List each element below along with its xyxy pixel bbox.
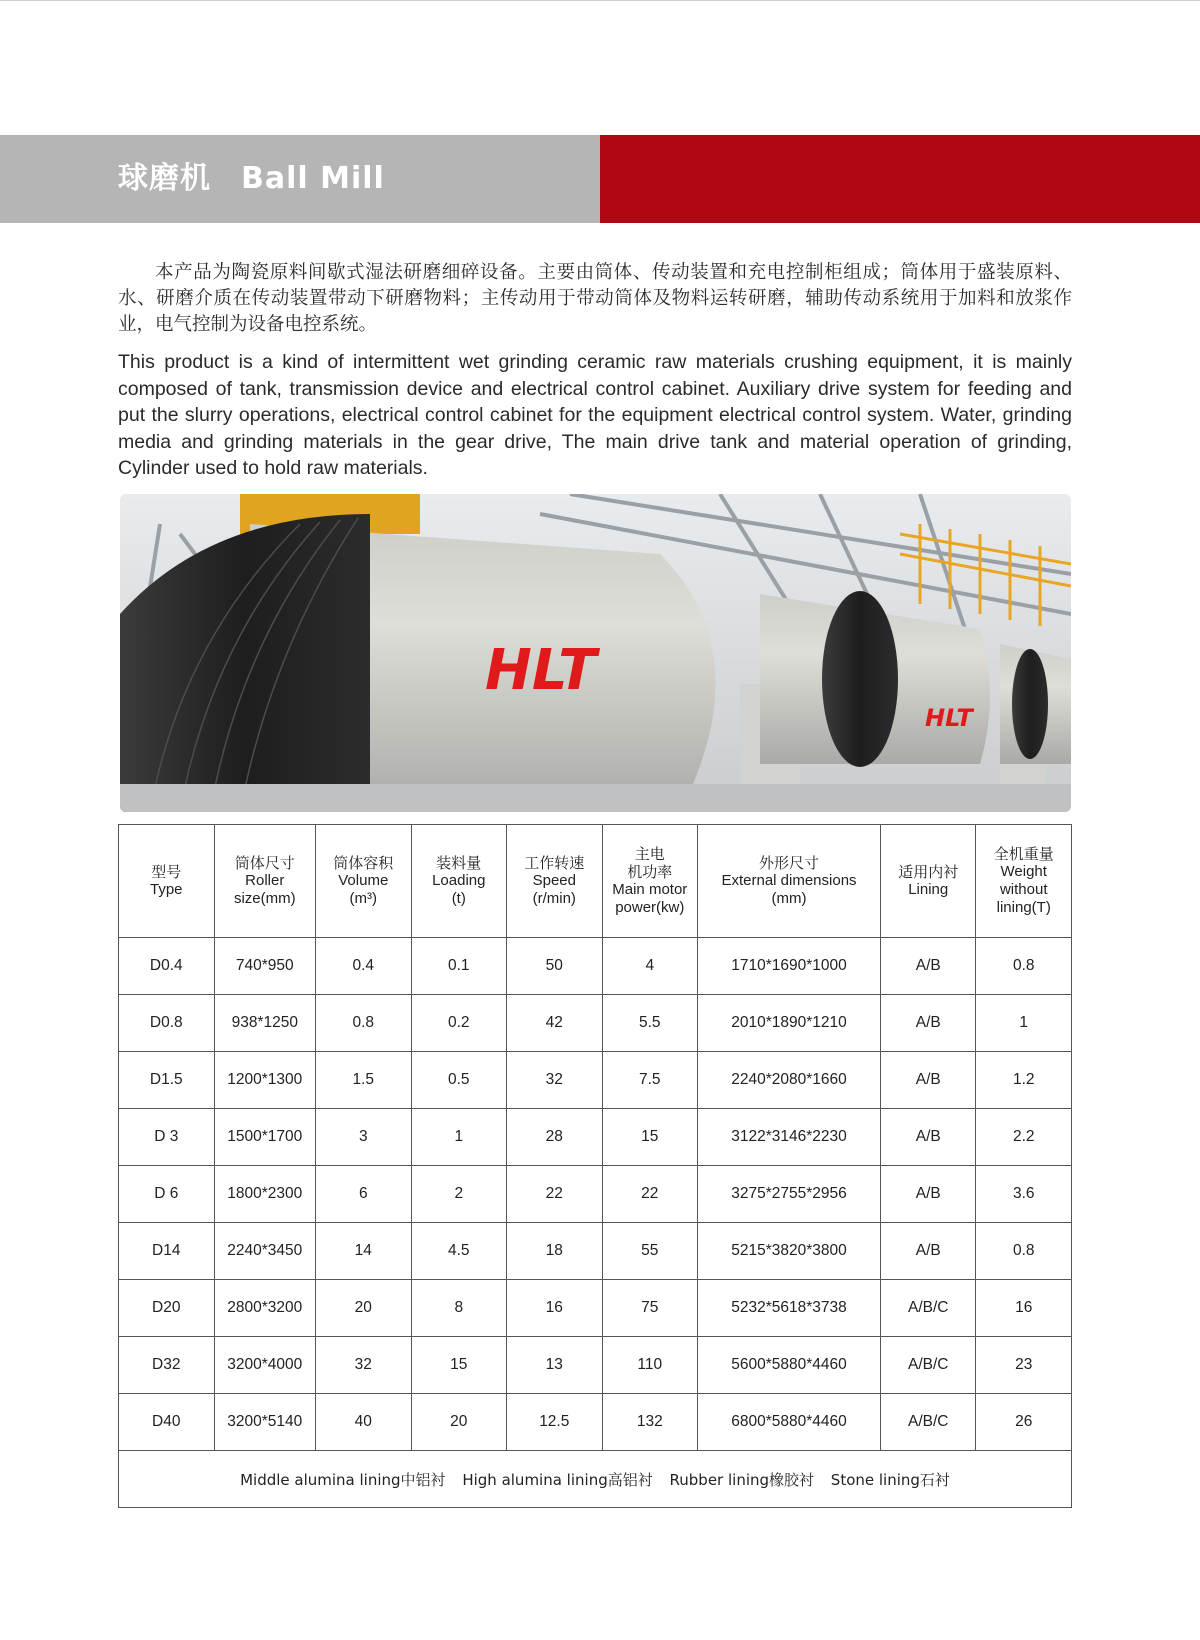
table-row — [119, 938, 1072, 995]
table-row — [119, 1337, 1072, 1394]
lining-legend-b: High alumina lining高铝衬 — [462, 1470, 653, 1489]
cell-type: D1.5 — [119, 1052, 215, 1109]
table-body — [119, 938, 1072, 1451]
cell-roller-size: 740*950 — [214, 938, 316, 995]
cell-weight: 26 — [976, 1394, 1072, 1451]
cell-volume: 6 — [316, 1166, 412, 1223]
header-volume: 筒体容积 Volume (m³) — [316, 825, 412, 938]
cell-volume: 20 — [316, 1280, 412, 1337]
header-lining: 适用内衬 Lining — [880, 825, 976, 938]
cell-motor-power: 22 — [602, 1166, 698, 1223]
cell-lining: A/B/C — [880, 1337, 976, 1394]
cell-loading: 0.2 — [411, 995, 507, 1052]
intro-chinese: 本产品为陶瓷原料间歇式湿法研磨细碎设备。主要由筒体、传动装置和充电控制柜组成；筒体用于盛装原料、水、研磨介质在传动装置带动下研磨物料；主传动用于带动筒体及物料运转研磨，辅助传动系统用于加料和放浆作业，电气控制为设备电控系统。 — [118, 262, 1072, 335]
cell-roller-size: 3200*5140 — [214, 1394, 316, 1451]
page-title-en: Ball Mill — [241, 161, 385, 196]
cell-motor-power: 75 — [602, 1280, 698, 1337]
cell-speed: 28 — [507, 1109, 603, 1166]
cell-speed: 22 — [507, 1166, 603, 1223]
cell-weight: 0.8 — [976, 1223, 1072, 1280]
cell-motor-power: 132 — [602, 1394, 698, 1451]
cell-roller-size: 3200*4000 — [214, 1337, 316, 1394]
cell-motor-power: 5.5 — [602, 995, 698, 1052]
cell-roller-size: 1500*1700 — [214, 1109, 316, 1166]
cell-speed: 42 — [507, 995, 603, 1052]
lining-legend-a: Middle alumina lining中铝衬 — [240, 1470, 446, 1489]
cell-motor-power: 55 — [602, 1223, 698, 1280]
lining-legend-c: Rubber lining橡胶衬 — [669, 1470, 815, 1489]
cell-lining: A/B — [880, 938, 976, 995]
cell-type: D14 — [119, 1223, 215, 1280]
lining-legend-d: Stone lining石衬 — [830, 1470, 950, 1489]
cell-motor-power: 4 — [602, 938, 698, 995]
cell-type: D20 — [119, 1280, 215, 1337]
cell-speed: 18 — [507, 1223, 603, 1280]
cell-speed: 13 — [507, 1337, 603, 1394]
table-row — [119, 1280, 1072, 1337]
cell-loading: 4.5 — [411, 1223, 507, 1280]
cell-weight: 1 — [976, 995, 1072, 1052]
cell-loading: 0.1 — [411, 938, 507, 995]
cell-lining: A/B — [880, 995, 976, 1052]
cell-speed: 32 — [507, 1052, 603, 1109]
cell-lining: A/B/C — [880, 1394, 976, 1451]
cell-roller-size: 1800*2300 — [214, 1166, 316, 1223]
cell-type: D0.8 — [119, 995, 215, 1052]
cell-weight: 23 — [976, 1337, 1072, 1394]
cell-volume: 1.5 — [316, 1052, 412, 1109]
cell-external-dimensions: 2010*1890*1210 — [698, 995, 881, 1052]
cell-volume: 40 — [316, 1394, 412, 1451]
cell-external-dimensions: 2240*2080*1660 — [698, 1052, 881, 1109]
cell-type: D32 — [119, 1337, 215, 1394]
cell-roller-size: 2240*3450 — [214, 1223, 316, 1280]
cell-loading: 8 — [411, 1280, 507, 1337]
intro-english: This product is a kind of intermittent wet grinding ceramic raw materials crushing equipment, it is mainly composed of tank, transmission device and electrical control cabinet. Auxiliary drive system for feeding and put the slurry operations, electrical control cabinet for the equipment electrical control system. Water, grinding media and grinding materials in the gear drive, The main drive tank and material operation of grinding, Cylinder used to hold raw materials. — [118, 351, 1072, 479]
cell-roller-size: 2800*3200 — [214, 1280, 316, 1337]
cell-external-dimensions: 5232*5618*3738 — [698, 1280, 881, 1337]
cell-type: D 3 — [119, 1109, 215, 1166]
cell-external-dimensions: 6800*5880*4460 — [698, 1394, 881, 1451]
cell-weight: 1.2 — [976, 1052, 1072, 1109]
table-row — [119, 1394, 1072, 1451]
cell-volume: 0.8 — [316, 995, 412, 1052]
lining-legend-row — [119, 1451, 1072, 1508]
cell-weight: 3.6 — [976, 1166, 1072, 1223]
cell-type: D40 — [119, 1394, 215, 1451]
header-motor-power: 主电 机功率 Main motor power(kw) — [602, 825, 698, 938]
ball-mill-illustration — [120, 494, 1071, 812]
table-row — [119, 1109, 1072, 1166]
cell-loading: 15 — [411, 1337, 507, 1394]
cell-lining: A/B — [880, 1052, 976, 1109]
cell-external-dimensions: 3275*2755*2956 — [698, 1166, 881, 1223]
specification-table — [118, 824, 1072, 1508]
cell-loading: 0.5 — [411, 1052, 507, 1109]
cell-motor-power: 7.5 — [602, 1052, 698, 1109]
cell-roller-size: 938*1250 — [214, 995, 316, 1052]
header-roller-size: 筒体尺寸 Roller size(mm) — [214, 825, 316, 938]
cell-lining: A/B — [880, 1166, 976, 1223]
cell-weight: 2.2 — [976, 1109, 1072, 1166]
ball-mill-photo — [120, 494, 1071, 812]
header-type: 型号 Type — [119, 825, 215, 938]
header-weight: 全机重量 Weight without lining(T) — [976, 825, 1072, 938]
cell-roller-size: 1200*1300 — [214, 1052, 316, 1109]
banner-red-block — [600, 135, 1200, 223]
cell-speed: 12.5 — [507, 1394, 603, 1451]
cell-volume: 0.4 — [316, 938, 412, 995]
cell-lining: A/B/C — [880, 1280, 976, 1337]
cell-lining: A/B — [880, 1109, 976, 1166]
page-title — [118, 135, 385, 223]
cell-volume: 14 — [316, 1223, 412, 1280]
table-row — [119, 1166, 1072, 1223]
table-row — [119, 1052, 1072, 1109]
top-rule — [0, 0, 1200, 1]
cell-weight: 16 — [976, 1280, 1072, 1337]
floor — [120, 784, 1071, 812]
title-banner — [0, 135, 1200, 223]
cell-loading: 1 — [411, 1109, 507, 1166]
cell-type: D0.4 — [119, 938, 215, 995]
header-speed: 工作转速 Speed (r/min) — [507, 825, 603, 938]
main-mill — [120, 514, 716, 812]
header-loading: 装料量 Loading (t) — [411, 825, 507, 938]
cell-motor-power: 110 — [602, 1337, 698, 1394]
cell-loading: 20 — [411, 1394, 507, 1451]
cell-external-dimensions: 5600*5880*4460 — [698, 1337, 881, 1394]
cell-external-dimensions: 5215*3820*3800 — [698, 1223, 881, 1280]
cell-speed: 16 — [507, 1280, 603, 1337]
lining-legend — [119, 1451, 1072, 1508]
cell-type: D 6 — [119, 1166, 215, 1223]
table-row — [119, 995, 1072, 1052]
cell-loading: 2 — [411, 1166, 507, 1223]
main-mill-logo: HLT — [485, 638, 597, 703]
cell-volume: 32 — [316, 1337, 412, 1394]
cell-external-dimensions: 1710*1690*1000 — [698, 938, 881, 995]
header-external-dimensions: 外形尺寸 External dimensions (mm) — [698, 825, 881, 938]
page-title-cn: 球磨机 — [118, 161, 211, 196]
far-mill-logo: HLT — [925, 704, 973, 732]
cell-volume: 3 — [316, 1109, 412, 1166]
cell-speed: 50 — [507, 938, 603, 995]
table-header-row — [119, 825, 1072, 938]
table-row — [119, 1223, 1072, 1280]
cell-weight: 0.8 — [976, 938, 1072, 995]
cell-motor-power: 15 — [602, 1109, 698, 1166]
cell-lining: A/B — [880, 1223, 976, 1280]
cell-external-dimensions: 3122*3146*2230 — [698, 1109, 881, 1166]
